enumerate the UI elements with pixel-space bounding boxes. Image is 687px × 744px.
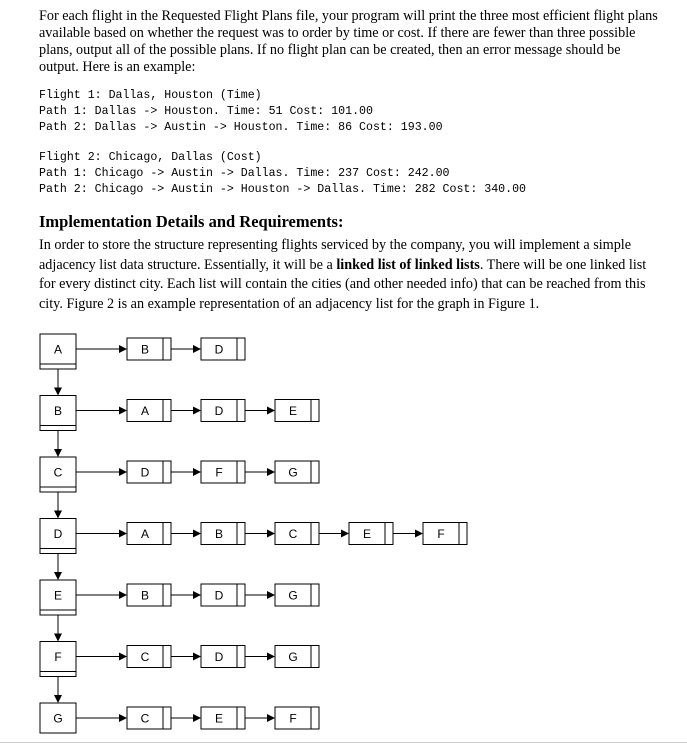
head-next-pointer	[40, 549, 76, 554]
list-node-label: G	[288, 588, 298, 603]
list-node-label: D	[214, 588, 224, 603]
example-block-2	[39, 150, 526, 197]
head-next-pointer	[40, 426, 76, 431]
list-node	[423, 523, 467, 545]
head-next-pointer	[40, 487, 76, 492]
list-node-label: F	[215, 465, 223, 480]
list-node-label: B	[214, 527, 224, 541]
list-node-label: G	[288, 465, 298, 480]
list-node-label: B	[140, 588, 150, 603]
list-node-label: G	[288, 650, 298, 664]
section-heading: Implementation Details and Requirements:	[39, 212, 344, 231]
list-node-label: C	[288, 527, 298, 541]
example-block-1	[39, 88, 443, 135]
list-node-label: E	[288, 404, 298, 418]
list-node	[275, 707, 319, 729]
list-node-label: C	[140, 650, 150, 664]
list-node	[201, 461, 245, 483]
list-node-label: D	[214, 404, 224, 418]
head-next-pointer	[40, 364, 76, 369]
intro-text: For each flight in the Requested Flight Plans file, your program will print the three most efficient flight plans available based on whether the request was to order by time or cost. If there are fewer than three possible plans, output all of the possible plans. If no flight plan can be created, then an error message should be output. Here is an example:	[39, 8, 658, 75]
code-line: Flight 1: Dallas, Houston (Time)	[39, 89, 262, 102]
emphasis-text: linked list of linked lists	[336, 256, 480, 273]
head-node-label: E	[53, 588, 63, 603]
head-node-label: D	[53, 527, 63, 541]
code-line: Path 2: Dallas -> Austin -> Houston. Time: 86 Cost: 193.00	[39, 120, 443, 134]
implementation-paragraph	[39, 236, 659, 314]
list-node-label: F	[289, 711, 297, 726]
list-node-label: E	[214, 711, 224, 726]
paragraph-text: In order to store the structure representing flights serviced by the company, you will implement a simple adjacency list data structure. Essentially, it will be a	[39, 237, 632, 273]
list-node-label: F	[437, 527, 445, 541]
head-node-label: G	[53, 711, 63, 726]
list-node-label: D	[214, 650, 224, 664]
head-node-label: A	[53, 342, 63, 357]
list-node-label: E	[362, 527, 372, 541]
paragraph-text: . There will be one linked list for every distinct city. Each list will contain the cities (and other needed info) that can be reached from this city. Figure 2 is an example representation of an adjacency list for the graph in Figure 1.	[39, 256, 647, 312]
list-node-label: A	[140, 404, 150, 418]
code-line: Path 1: Dallas -> Houston. Time: 51 Cost: 101.00	[39, 104, 373, 118]
list-node-label: D	[214, 342, 224, 357]
list-node-label: B	[140, 342, 150, 357]
page-bottom-rule	[0, 742, 687, 743]
head-node-label: F	[54, 650, 62, 664]
head-next-pointer	[40, 610, 76, 615]
code-line: Path 2: Chicago -> Austin -> Houston -> Dallas. Time: 282 Cost: 340.00	[39, 182, 527, 196]
adjacency-list-diagram	[0, 325, 687, 744]
head-node-label: B	[53, 404, 63, 418]
list-node-label: A	[140, 527, 150, 541]
head-node-label: C	[53, 465, 63, 480]
list-node-label: D	[140, 465, 150, 480]
intro-paragraph	[39, 8, 659, 76]
list-node-label: C	[140, 711, 150, 726]
head-next-pointer	[40, 672, 76, 677]
code-line: Path 1: Chicago -> Austin -> Dallas. Time: 237 Cost: 242.00	[39, 166, 450, 180]
code-line: Flight 2: Chicago, Dallas (Cost)	[39, 151, 262, 164]
